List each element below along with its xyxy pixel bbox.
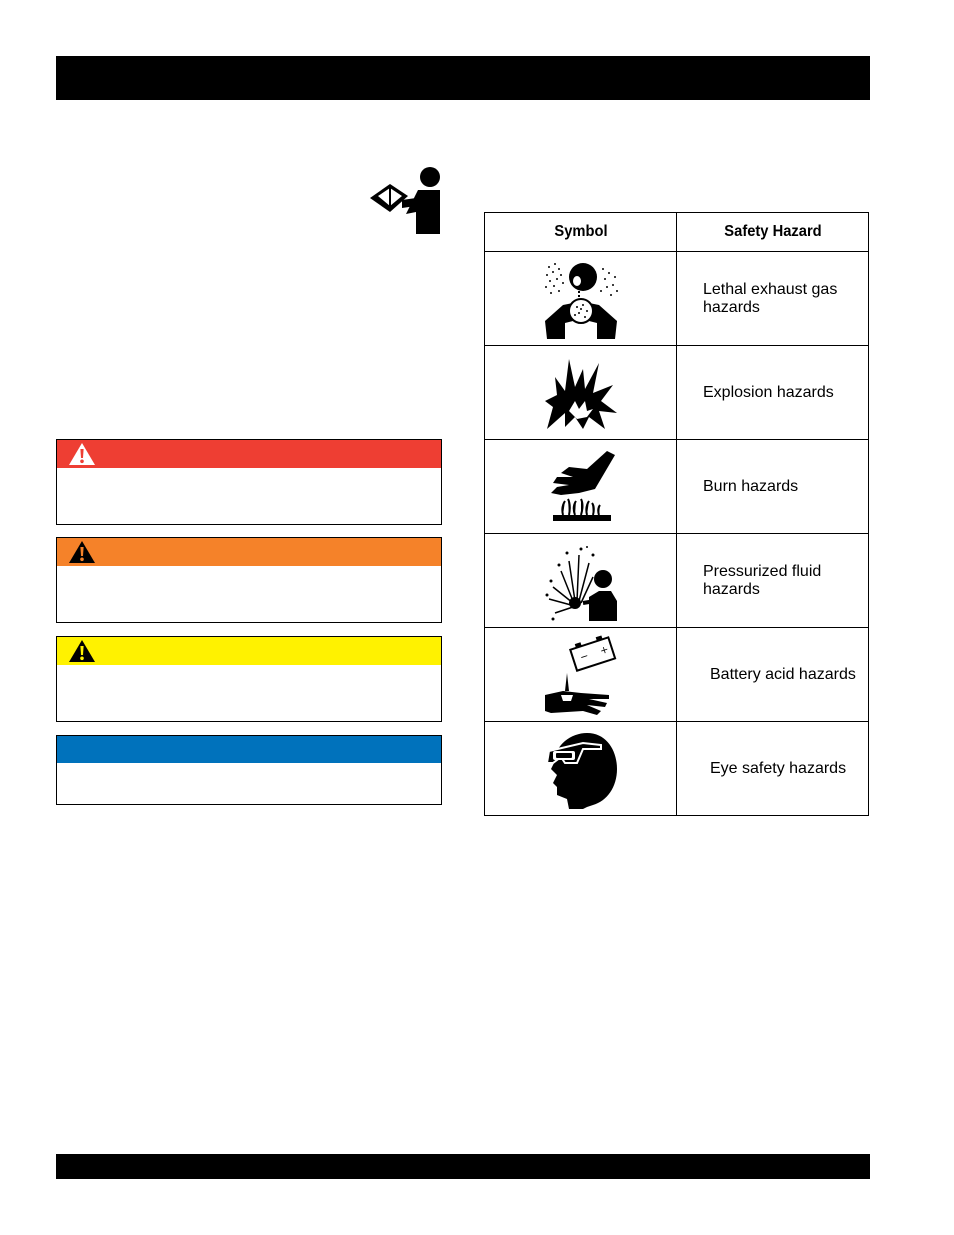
notice-header: [57, 736, 441, 763]
hazard-label: Eye safety hazards: [677, 722, 869, 816]
hazard-label: Explosion hazards: [677, 346, 869, 440]
table-row: [485, 252, 869, 346]
svg-text:−: −: [578, 650, 590, 664]
pressurized-fluid-icon: [543, 541, 619, 621]
exhaust-gas-icon: [543, 259, 619, 339]
alert-triangle-icon: [68, 639, 96, 663]
battery-acid-icon: [543, 635, 619, 715]
alert-triangle-icon: [68, 442, 96, 466]
safety-hazard-column-header: Safety Hazard: [684, 213, 861, 252]
table-row: [485, 346, 869, 440]
table-row: [485, 440, 869, 534]
table-header-row: [485, 213, 869, 252]
danger-header: [57, 440, 441, 468]
table-row: [485, 628, 869, 722]
footer-bar: [56, 1154, 870, 1179]
hazard-label: Lethal exhaust gas hazards: [677, 252, 869, 346]
caution-header: [57, 637, 441, 665]
hazard-label: Burn hazards: [677, 440, 869, 534]
hazard-label: Battery acid hazards: [677, 628, 869, 722]
warning-box: [56, 537, 442, 623]
burn-icon: [543, 449, 619, 525]
symbol-column-header: Symbol: [492, 213, 669, 252]
notice-box: [56, 735, 442, 805]
table-row: [485, 722, 869, 816]
hazard-label: Pressurized fluid hazards: [677, 534, 869, 628]
danger-box: [56, 439, 442, 525]
warning-header: [57, 538, 441, 566]
svg-text:+: +: [598, 643, 610, 657]
safety-hazard-table: [484, 212, 869, 816]
alert-triangle-icon: [68, 540, 96, 564]
explosion-icon: [543, 355, 619, 431]
header-bar: [56, 56, 870, 100]
caution-box: [56, 636, 442, 722]
read-manual-icon: [368, 166, 444, 234]
table-row: [485, 534, 869, 628]
eye-safety-icon: [543, 729, 619, 809]
